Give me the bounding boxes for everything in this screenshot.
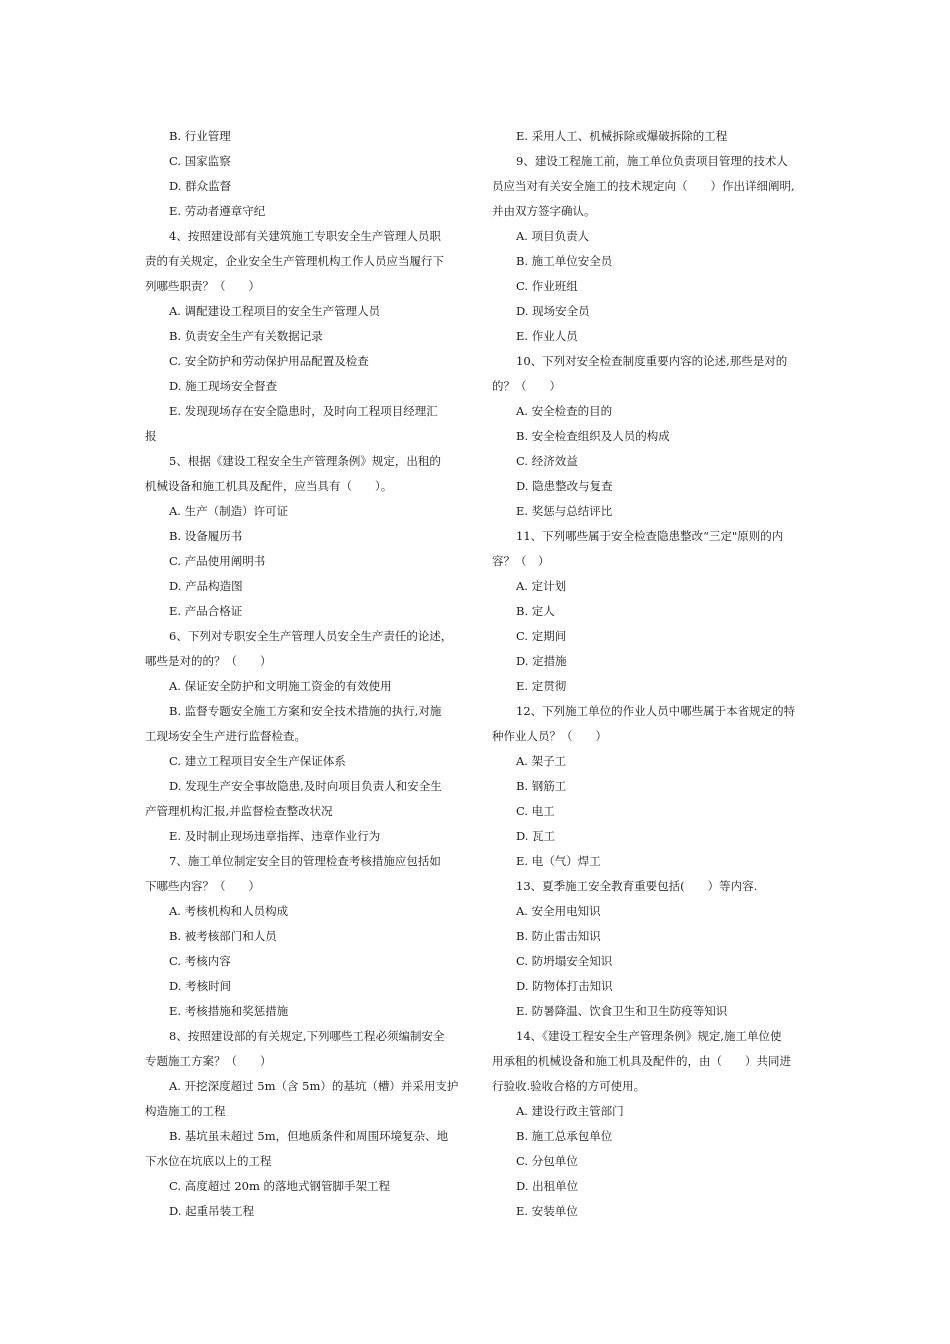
answer-option-line: A. 生产（制造）许可证 bbox=[169, 504, 289, 518]
answer-option-line: A. 调配建设工程项目的安全生产管理人员 bbox=[169, 304, 381, 318]
answer-option-line: B. 安全检查组织及人员的构成 bbox=[516, 429, 670, 443]
answer-option-line: A. 建设行政主管部门 bbox=[516, 1104, 624, 1118]
question-continuation-line: 的？（ ） bbox=[492, 379, 561, 393]
answer-option-line: E. 考核措施和奖惩措施 bbox=[169, 1004, 289, 1018]
question-line: 14、《建设工程安全生产管理条例》规定,施工单位使 bbox=[516, 1029, 782, 1043]
question-line: 13、夏季施工安全教育重要包括( ）等内容. bbox=[516, 879, 758, 893]
question-line: 12、下列施工单位的作业人员中哪些属于本省规定的特 bbox=[516, 704, 796, 718]
question-continuation-line: 下哪些内容？（ ） bbox=[145, 879, 260, 893]
answer-option-line: E. 及时制止现场违章指挥、违章作业行为 bbox=[169, 829, 381, 843]
answer-option-line: D. 定措施 bbox=[516, 654, 567, 668]
answer-option-line: E. 防暑降温、饮食卫生和卫生防疫等知识 bbox=[516, 1004, 728, 1018]
question-continuation-line: 专题施工方案？（ ） bbox=[145, 1054, 272, 1068]
question-continuation-line: 哪些是对的的？（ ） bbox=[145, 654, 272, 668]
question-continuation-line: 列哪些职责？（ ） bbox=[145, 279, 260, 293]
answer-option-line: E. 产品合格证 bbox=[169, 604, 243, 618]
answer-option-line: C. 国家监察 bbox=[169, 154, 231, 168]
answer-option-line: D. 瓦工 bbox=[516, 829, 556, 843]
question-line: 4、按照建设部有关建筑施工专职安全生产管理人员职 bbox=[169, 229, 441, 243]
question-continuation-line: 下水位在坑底以上的工程 bbox=[145, 1154, 272, 1168]
answer-option-line: B. 监督专题安全施工方案和安全技术措施的执行,对施 bbox=[169, 704, 442, 718]
question-line: 7、施工单位制定安全目的管理检查考核措施应包括如 bbox=[169, 854, 441, 868]
answer-option-line: A. 开挖深度超过 5m（含 5m）的基坑（槽）并采用支护 bbox=[169, 1079, 459, 1093]
answer-option-line: C. 定期间 bbox=[516, 629, 567, 643]
question-continuation-line: 用承租的机械设备和施工机具及配件的，由（ ）共同进 bbox=[492, 1054, 791, 1068]
answer-option-line: D. 群众监督 bbox=[169, 179, 232, 193]
question-continuation-line: 种作业人员？（ ） bbox=[492, 729, 607, 743]
answer-option-line: C. 电工 bbox=[516, 804, 555, 818]
question-line: 8、按照建设部的有关规定,下列哪些工程必须编制安全 bbox=[169, 1029, 445, 1043]
answer-option-line: C. 高度超过 20m 的落地式钢管脚手架工程 bbox=[169, 1179, 391, 1193]
answer-option-line: D. 起重吊装工程 bbox=[169, 1204, 255, 1218]
answer-option-line: B. 防止雷击知识 bbox=[516, 929, 601, 943]
answer-option-line: B. 行业管理 bbox=[169, 129, 231, 143]
answer-option-line: E. 发现现场存在安全隐患时，及时向工程项目经理汇 bbox=[169, 404, 438, 418]
answer-option-line: C. 作业班组 bbox=[516, 279, 578, 293]
answer-option-line: E. 定贯彻 bbox=[516, 679, 567, 693]
question-line: 6、下列对专职安全生产管理人员安全生产责任的论述， bbox=[169, 629, 453, 643]
answer-option-line: C. 分包单位 bbox=[516, 1154, 578, 1168]
answer-option-line: A. 定计划 bbox=[516, 579, 567, 593]
answer-option-line: D. 防物体打击知识 bbox=[516, 979, 613, 993]
answer-option-line: B. 钢筋工 bbox=[516, 779, 567, 793]
answer-option-line: D. 施工现场安全督查 bbox=[169, 379, 278, 393]
question-continuation-line: 构造施工的工程 bbox=[145, 1104, 226, 1118]
answer-option-line: D. 产品构造图 bbox=[169, 579, 243, 593]
question-line: 11、下列哪些属于安全检查隐患整改“三定"原则的内 bbox=[516, 529, 784, 543]
question-continuation-line: 容？（ ） bbox=[492, 554, 550, 568]
answer-option-line: B. 负责安全生产有关数据记录 bbox=[169, 329, 323, 343]
answer-option-line: D. 考核时间 bbox=[169, 979, 232, 993]
answer-option-line: A. 安全检查的目的 bbox=[516, 404, 613, 418]
question-continuation-line: 并由双方签字确认。 bbox=[492, 204, 596, 218]
answer-option-line: B. 基坑虽未超过 5m，但地质条件和周围环境复杂、地 bbox=[169, 1129, 449, 1143]
question-line: 5、根据《建设工程安全生产管理条例》规定，出租的 bbox=[169, 454, 441, 468]
answer-option-line: D. 出租单位 bbox=[516, 1179, 579, 1193]
answer-option-line: C. 安全防护和劳动保护用品配置及检查 bbox=[169, 354, 369, 368]
answer-option-line: C. 产品使用阐明书 bbox=[169, 554, 266, 568]
question-line: 9、建设工程施工前，施工单位负责项目管理的技术人 bbox=[516, 154, 788, 168]
answer-option-line: C. 考核内容 bbox=[169, 954, 231, 968]
answer-option-line: E. 安装单位 bbox=[516, 1204, 578, 1218]
answer-option-line: A. 保证安全防护和文明施工资金的有效使用 bbox=[169, 679, 392, 693]
question-continuation-line: 报 bbox=[145, 429, 157, 443]
answer-option-line: E. 作业人员 bbox=[516, 329, 578, 343]
answer-option-line: E. 奖惩与总结评比 bbox=[516, 504, 613, 518]
answer-option-line: A. 考核机构和人员构成 bbox=[169, 904, 289, 918]
question-continuation-line: 产管理机构汇报,并监督检查整改状况 bbox=[145, 804, 333, 818]
answer-option-line: D. 隐患整改与复查 bbox=[516, 479, 613, 493]
question-continuation-line: 机械设备和施工机具及配件，应当具有（ ）。 bbox=[145, 479, 393, 493]
right-text-column bbox=[492, 124, 812, 1224]
question-line: 10、下列对安全检查制度重要内容的论述,那些是对的 bbox=[516, 354, 788, 368]
answer-option-line: D. 现场安全员 bbox=[516, 304, 590, 318]
left-text-column bbox=[145, 124, 465, 1224]
answer-option-line: A. 安全用电知识 bbox=[516, 904, 601, 918]
answer-option-line: B. 施工单位安全员 bbox=[516, 254, 613, 268]
question-continuation-line: 责的有关规定，企业安全生产管理机构工作人员应当履行下 bbox=[145, 254, 444, 268]
question-continuation-line: 工现场安全生产进行监督检查。 bbox=[145, 729, 306, 743]
answer-option-line: D. 发现生产安全事故隐患,及时向项目负责人和安全生 bbox=[169, 779, 442, 793]
question-continuation-line: 员应当对有关安全施工的技术规定向（ ）作出详细阐明, bbox=[492, 179, 795, 193]
answer-option-line: C. 建立工程项目安全生产保证体系 bbox=[169, 754, 346, 768]
answer-option-line: B. 被考核部门和人员 bbox=[169, 929, 277, 943]
answer-option-line: B. 施工总承包单位 bbox=[516, 1129, 613, 1143]
answer-option-line: B. 设备履历书 bbox=[169, 529, 243, 543]
answer-option-line: E. 电（气）焊工 bbox=[516, 854, 601, 868]
answer-option-line: C. 防坍塌安全知识 bbox=[516, 954, 613, 968]
answer-option-line: E. 采用人工、机械拆除或爆破拆除的工程 bbox=[516, 129, 728, 143]
answer-option-line: E. 劳动者遵章守纪 bbox=[169, 204, 266, 218]
answer-option-line: A. 架子工 bbox=[516, 754, 567, 768]
answer-option-line: A. 项目负责人 bbox=[516, 229, 590, 243]
answer-option-line: B. 定人 bbox=[516, 604, 555, 618]
answer-option-line: C. 经济效益 bbox=[516, 454, 578, 468]
question-continuation-line: 行验收.验收合格的方可使用。 bbox=[492, 1079, 646, 1093]
